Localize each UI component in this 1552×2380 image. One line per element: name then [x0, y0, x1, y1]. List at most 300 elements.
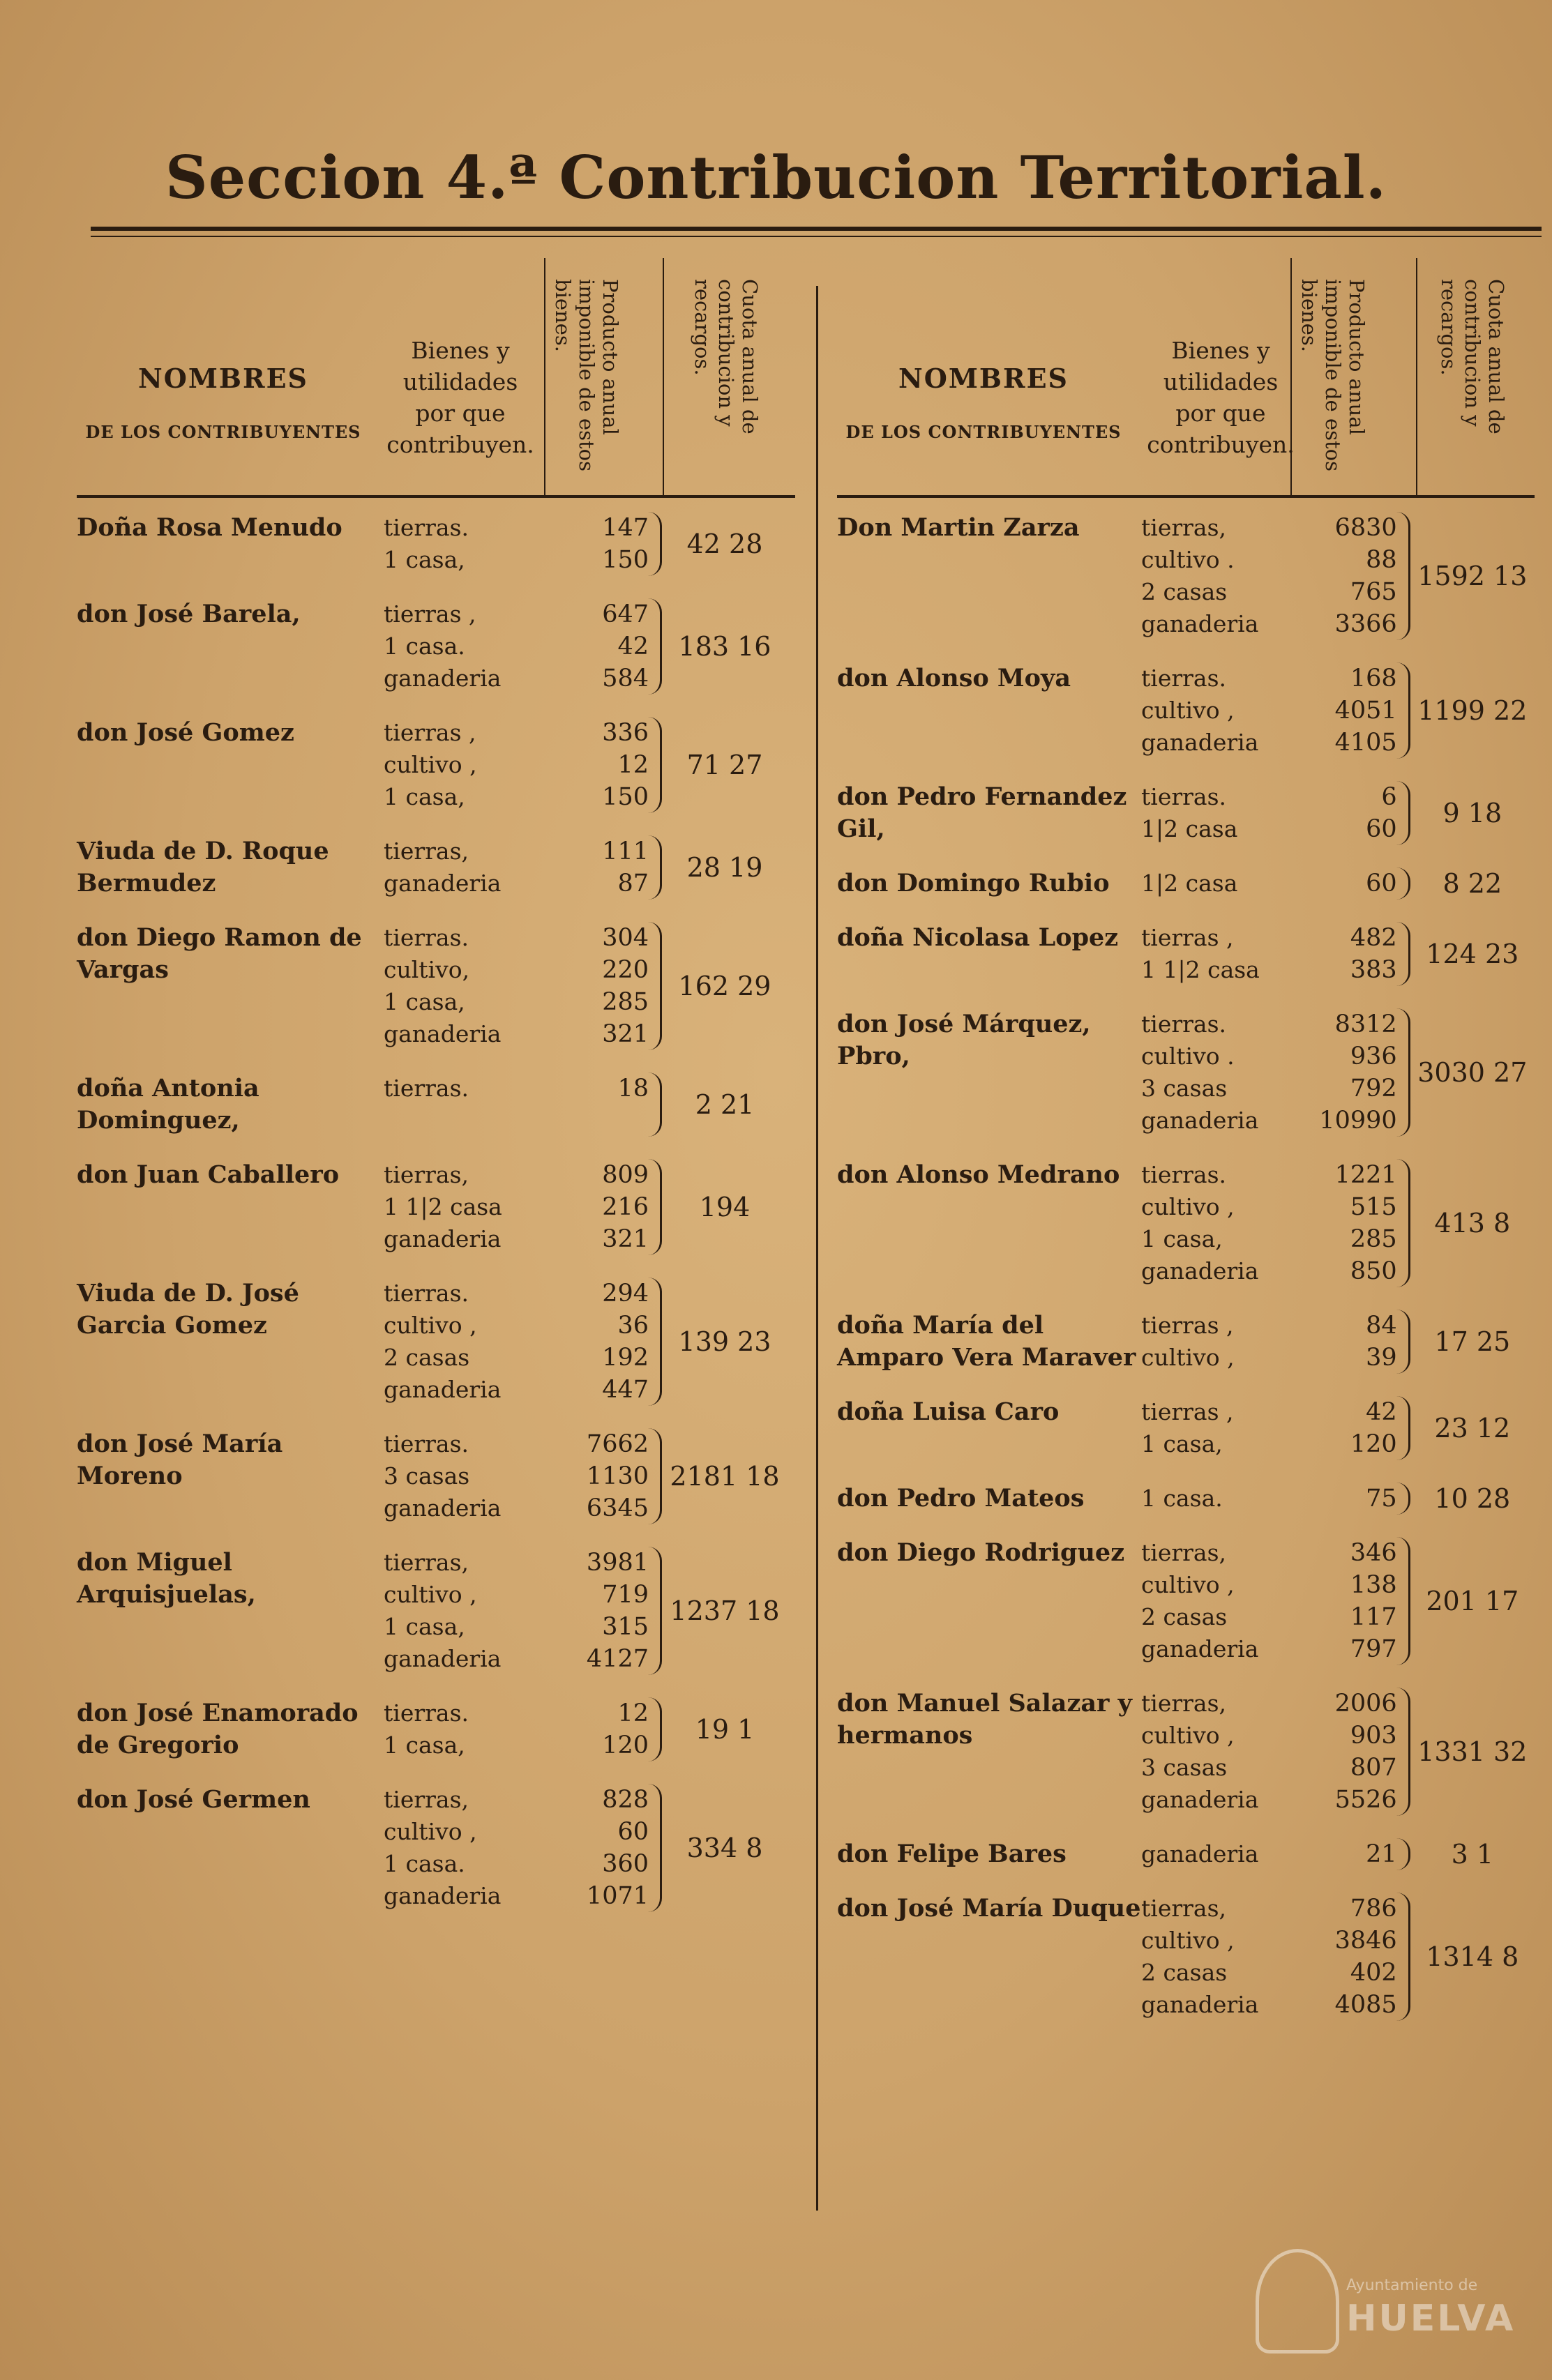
producto-values [544, 1697, 662, 1761]
bien-item: tierras , [384, 600, 476, 628]
bien-item: cultivo , [384, 1818, 477, 1845]
bien-item: 2 casas [1141, 1959, 1228, 1986]
bien-item: ganaderia [1141, 610, 1259, 637]
contributor-entry [837, 781, 1535, 845]
bien-item: tierras, [1141, 1539, 1226, 1566]
contributor-name: Viuda de D. Roque Bermudez [77, 837, 329, 897]
producto-value: 150 [602, 783, 649, 811]
cuota-value: 2 21 [695, 1089, 755, 1120]
producto-values [1300, 1688, 1410, 1816]
bien-item: 2 casas [1141, 578, 1228, 605]
producto-values [544, 1428, 662, 1524]
bien-item: ganaderia [384, 665, 502, 692]
bien-item: 1 casa, [384, 988, 465, 1015]
right-entries [837, 498, 1535, 2021]
producto-values [1300, 662, 1410, 759]
bien-item: tierras. [384, 514, 469, 541]
contributor-name: don Diego Rodriguez [837, 1538, 1125, 1567]
contributor-name: don José Enamorado de Gregorio [77, 1699, 359, 1759]
cuota-value: 1592 13 [1417, 561, 1528, 591]
bienes-list [384, 717, 544, 813]
bien-item: 1 casa, [384, 1613, 465, 1640]
bien-item: 1 casa, [384, 1731, 465, 1759]
bienes-list [1141, 1537, 1300, 1665]
bien-item: cultivo . [1141, 546, 1235, 573]
contributor-entry [77, 717, 795, 813]
cuota-value: 139 23 [678, 1326, 771, 1357]
producto-value: 18 [617, 1075, 649, 1102]
bien-item: 1 casa, [384, 546, 465, 573]
bien-item: 1 casa. [384, 1850, 465, 1877]
cuota-value: 71 27 [686, 750, 763, 780]
bien-item: tierras. [1141, 665, 1226, 692]
bien-item: ganaderia [1141, 1635, 1259, 1662]
producto-value: 1221 [1334, 1161, 1397, 1189]
header-separator [1416, 258, 1417, 495]
producto-value: 168 [1350, 665, 1397, 692]
producto-value: 2006 [1334, 1690, 1397, 1718]
contributor-name: don José María Moreno [77, 1430, 283, 1490]
producto-value: 797 [1350, 1635, 1397, 1663]
contributor-entry [837, 922, 1535, 986]
bienes-list [1141, 1483, 1300, 1515]
producto-value: 315 [602, 1613, 649, 1641]
bienes-list [1141, 1688, 1300, 1816]
producto-value: 192 [602, 1344, 649, 1372]
bienes-list [384, 1159, 544, 1255]
header-bienes: Bienes y utilidades por que contribuyen. [1147, 337, 1295, 458]
contributor-entry [837, 1310, 1535, 1374]
cuota-value: 201 17 [1426, 1586, 1519, 1616]
bien-item: ganaderia [384, 870, 502, 897]
producto-values [1300, 1483, 1410, 1515]
producto-value: 786 [1350, 1895, 1397, 1923]
bien-item: cultivo . [1141, 1043, 1235, 1070]
producto-value: 36 [617, 1312, 649, 1340]
bien-item: cultivo , [1141, 1193, 1235, 1220]
bien-item: cultivo , [1141, 697, 1235, 724]
header-producto: Producto anual imponible de estos bienes. [1297, 279, 1369, 471]
producto-value: 285 [602, 988, 649, 1016]
bien-item: ganaderia [384, 1494, 502, 1522]
contributor-entry [837, 1396, 1535, 1460]
bien-item: tierras. [384, 1699, 469, 1727]
contributor-name: don Pedro Mateos [837, 1484, 1085, 1513]
right-column [837, 258, 1535, 2043]
bienes-list [384, 512, 544, 576]
bien-item: ganaderia [1141, 729, 1259, 756]
bien-item: ganaderia [384, 1376, 502, 1403]
cuota-value: 9 18 [1442, 798, 1502, 828]
contributor-name: don Miguel Arquisjuelas, [77, 1548, 256, 1609]
page-title: Seccion 4.ª Contribucion Territorial. [165, 143, 1387, 212]
bien-item: 2 casas [1141, 1603, 1228, 1630]
bien-item: ganaderia [384, 1645, 502, 1672]
contributor-name: don Alonso Medrano [837, 1160, 1120, 1189]
cuota-value: 23 12 [1434, 1413, 1511, 1443]
producto-value: 75 [1366, 1485, 1397, 1513]
bienes-list [1141, 1310, 1300, 1374]
bien-item: tierras , [1141, 924, 1234, 951]
producto-value: 482 [1350, 924, 1397, 952]
producto-value: 6345 [586, 1494, 649, 1522]
bien-item: tierras, [1141, 514, 1226, 541]
bien-item: ganaderia [384, 1882, 502, 1909]
producto-value: 903 [1350, 1722, 1397, 1750]
contributor-name: don José María Duque [837, 1894, 1141, 1923]
producto-values [1300, 1310, 1410, 1374]
bien-item: cultivo , [1141, 1722, 1235, 1749]
contributor-name: don Domingo Rubio [837, 869, 1110, 897]
contributor-name: doña Luisa Caro [837, 1397, 1060, 1426]
bien-item: cultivo , [384, 751, 477, 778]
contributor-name: don Alonso Moya [837, 664, 1071, 692]
contributor-entry [837, 1008, 1535, 1137]
producto-values [1300, 512, 1410, 640]
bien-item: ganaderia [1141, 1107, 1259, 1134]
bien-item: cultivo , [1141, 1927, 1235, 1954]
bienes-list [384, 1428, 544, 1524]
producto-value: 4051 [1334, 697, 1397, 725]
producto-value: 84 [1366, 1312, 1397, 1340]
producto-value: 220 [602, 956, 649, 984]
header-bienes: Bienes y utilidades por que contribuyen. [386, 337, 534, 458]
contributor-entry [77, 1547, 795, 1675]
header-names-sub: DE LOS CONTRIBUYENTES [845, 422, 1122, 442]
bienes-list [1141, 512, 1300, 640]
producto-value: 584 [602, 665, 649, 692]
producto-value: 807 [1350, 1754, 1397, 1782]
producto-value: 402 [1350, 1959, 1397, 1987]
producto-values [544, 1547, 662, 1675]
producto-value: 936 [1350, 1043, 1397, 1070]
producto-value: 21 [1366, 1840, 1397, 1868]
producto-value: 647 [602, 600, 649, 628]
producto-value: 7662 [586, 1430, 649, 1458]
producto-value: 4105 [1334, 729, 1397, 757]
header-names-label: NOMBRES [137, 363, 308, 394]
header-names [837, 363, 1130, 442]
producto-value: 3846 [1334, 1927, 1397, 1955]
contributor-entry [77, 922, 795, 1050]
header-separator [544, 258, 545, 495]
bien-item: tierras, [384, 1786, 469, 1813]
column-divider [816, 286, 818, 2211]
contributor-entry [837, 1537, 1535, 1665]
title-rule-thin [91, 236, 1542, 237]
producto-value: 447 [602, 1376, 649, 1404]
producto-value: 138 [1350, 1571, 1397, 1599]
producto-value: 515 [1350, 1193, 1397, 1221]
contributor-entry [837, 1688, 1535, 1816]
contributor-entry [77, 1159, 795, 1255]
contributor-entry [837, 512, 1535, 640]
bienes-list [1141, 1159, 1300, 1287]
cuota-value: 1199 22 [1417, 695, 1528, 726]
contributor-name: don Manuel Salazar y hermanos [837, 1689, 1132, 1750]
bien-item: cultivo , [1141, 1344, 1235, 1371]
producto-value: 216 [602, 1193, 649, 1221]
producto-value: 3366 [1334, 610, 1397, 638]
contributor-entry [837, 1893, 1535, 2021]
producto-values [1300, 1893, 1410, 2021]
bien-item: tierras. [1141, 1010, 1226, 1038]
bien-item: cultivo , [384, 1312, 477, 1339]
producto-value: 42 [1366, 1398, 1397, 1426]
cuota-value: 1314 8 [1426, 1941, 1519, 1972]
bienes-list [1141, 867, 1300, 900]
bien-item: 1 casa, [1141, 1225, 1223, 1252]
bien-item: tierras. [384, 1075, 469, 1102]
archive-watermark [1256, 2249, 1516, 2354]
producto-value: 765 [1350, 578, 1397, 606]
producto-values [544, 1784, 662, 1912]
bien-item: 1 1|2 casa [1141, 956, 1260, 983]
producto-value: 346 [1350, 1539, 1397, 1567]
bien-item: ganaderia [384, 1225, 502, 1252]
bienes-list [1141, 1396, 1300, 1460]
producto-value: 12 [617, 1699, 649, 1727]
cuota-value: 1237 18 [670, 1595, 780, 1626]
contributor-name: don Juan Caballero [77, 1160, 340, 1189]
producto-value: 6 [1381, 783, 1397, 811]
cuota-value: 1331 32 [1417, 1736, 1528, 1767]
bien-item: ganaderia [1141, 1991, 1259, 2018]
producto-value: 3981 [586, 1549, 649, 1577]
cuota-value: 8 22 [1442, 868, 1502, 899]
producto-value: 10990 [1319, 1107, 1397, 1135]
bien-item: 3 casas [1141, 1754, 1228, 1781]
producto-value: 383 [1350, 956, 1397, 984]
bien-item: 1 1|2 casa [384, 1193, 502, 1220]
cuota-value: 413 8 [1434, 1208, 1511, 1238]
bien-item: 1 casa. [1141, 1485, 1223, 1512]
bienes-list [1141, 662, 1300, 759]
producto-values [1300, 1396, 1410, 1460]
contributor-entry [837, 662, 1535, 759]
producto-value: 294 [602, 1280, 649, 1308]
contributor-entry [77, 1784, 795, 1912]
cuota-value: 334 8 [686, 1833, 763, 1863]
contributor-name: don Diego Ramon de Vargas [77, 923, 362, 984]
contributor-name: Doña Rosa Menudo [77, 513, 342, 542]
bienes-list [384, 1072, 544, 1137]
producto-value: 60 [1366, 870, 1397, 897]
table-header [77, 258, 795, 498]
producto-value: 6830 [1334, 514, 1397, 542]
cuota-value: 19 1 [695, 1714, 755, 1745]
contributor-entry [77, 1428, 795, 1524]
producto-value: 285 [1350, 1225, 1397, 1253]
producto-value: 1130 [586, 1462, 649, 1490]
cuota-value: 124 23 [1426, 939, 1519, 969]
producto-value: 4085 [1334, 1991, 1397, 2019]
contributor-entry [77, 835, 795, 900]
bien-item: tierras, [384, 837, 469, 865]
bien-item: tierras. [384, 924, 469, 951]
producto-values [544, 1159, 662, 1255]
producto-values [1300, 781, 1410, 845]
bien-item: ganaderia [384, 1020, 502, 1047]
producto-values [1300, 1008, 1410, 1137]
header-cuota: Cuota anual de contribucion y recargos. [691, 279, 762, 434]
watermark-small: Ayuntamiento de [1346, 2277, 1478, 2294]
bien-item: cultivo , [384, 1581, 477, 1608]
producto-value: 304 [602, 924, 649, 952]
header-names [77, 363, 370, 442]
producto-value: 111 [602, 837, 649, 865]
bien-item: tierras. [1141, 1161, 1226, 1188]
bien-item: tierras, [1141, 1895, 1226, 1922]
watermark-big: HUELVA [1346, 2298, 1516, 2340]
bienes-list [1141, 1008, 1300, 1137]
header-separator [1290, 258, 1292, 495]
producto-value: 850 [1350, 1257, 1397, 1285]
contributor-name: Viuda de D. José Garcia Gomez [77, 1279, 299, 1340]
cuota-value: 162 29 [678, 971, 771, 1001]
producto-value: 88 [1366, 546, 1397, 574]
bienes-list [384, 1697, 544, 1761]
contributor-name: don José Barela, [77, 600, 301, 628]
contributor-entry [77, 1697, 795, 1761]
contributor-entry [77, 1278, 795, 1406]
producto-value: 147 [602, 514, 649, 542]
bienes-list [1141, 1893, 1300, 2021]
bien-item: 1|2 casa [1141, 815, 1238, 842]
bienes-list [384, 598, 544, 695]
producto-value: 809 [602, 1161, 649, 1189]
bien-item: ganaderia [1141, 1840, 1259, 1867]
contributor-name: doña Nicolasa Lopez [837, 923, 1119, 952]
cuota-value: 17 25 [1434, 1326, 1511, 1357]
contributor-entry [837, 1483, 1535, 1515]
contributor-entry [837, 1838, 1535, 1870]
contributor-name: doña María del Amparo Vera Maraver [837, 1311, 1136, 1372]
producto-value: 120 [602, 1731, 649, 1759]
bien-item: tierras, [384, 1161, 469, 1188]
producto-value: 792 [1350, 1075, 1397, 1102]
producto-value: 42 [617, 632, 649, 660]
bien-item: tierras , [384, 719, 476, 746]
header-names-label: NOMBRES [898, 363, 1069, 394]
bien-item: tierras, [1141, 1690, 1226, 1717]
header-names-sub: DE LOS CONTRIBUYENTES [85, 422, 361, 442]
bien-item: ganaderia [1141, 1257, 1259, 1284]
bienes-list [384, 835, 544, 900]
coat-of-arms-icon [1256, 2249, 1339, 2354]
title-rule [91, 227, 1542, 231]
left-entries [77, 498, 795, 1912]
producto-value: 321 [602, 1020, 649, 1048]
bienes-list [384, 922, 544, 1050]
header-separator [663, 258, 664, 495]
bien-item: cultivo, [384, 956, 470, 983]
bien-item: 1 casa, [1141, 1430, 1223, 1457]
producto-value: 336 [602, 719, 649, 747]
producto-value: 120 [1350, 1430, 1397, 1458]
bien-item: 3 casas [1141, 1075, 1228, 1102]
contributor-name: doña Antonia Dominguez, [77, 1074, 259, 1135]
producto-values [1300, 1537, 1410, 1665]
bienes-list [384, 1278, 544, 1406]
contributor-name: don José Gomez [77, 718, 294, 747]
bien-item: 1 casa, [384, 783, 465, 810]
producto-values [544, 1278, 662, 1406]
cuota-value: 10 28 [1434, 1483, 1511, 1514]
bienes-list [1141, 922, 1300, 986]
header-cuota: Cuota anual de contribucion y recargos. [1437, 279, 1508, 434]
bien-item: cultivo , [1141, 1571, 1235, 1598]
producto-values [1300, 1838, 1410, 1870]
producto-values [1300, 922, 1410, 986]
bienes-list [384, 1547, 544, 1675]
producto-value: 12 [617, 751, 649, 779]
contributor-name: don Pedro Fernandez Gil, [837, 782, 1127, 843]
contributor-entry [77, 1072, 795, 1137]
contributor-entry [837, 867, 1535, 900]
producto-values [544, 512, 662, 576]
bien-item: 3 casas [384, 1462, 470, 1490]
producto-value: 1071 [586, 1882, 649, 1910]
bien-item: tierras, [384, 1549, 469, 1576]
producto-value: 8312 [1334, 1010, 1397, 1038]
producto-values [544, 598, 662, 695]
cuota-value: 194 [699, 1192, 751, 1222]
producto-value: 117 [1350, 1603, 1397, 1631]
producto-value: 321 [602, 1225, 649, 1253]
header-producto: Producto anual imponible de estos bienes. [551, 279, 622, 471]
bienes-list [384, 1784, 544, 1912]
bien-item: tierras , [1141, 1312, 1234, 1339]
bien-item: 2 casas [384, 1344, 470, 1371]
bien-item: tierras. [1141, 783, 1226, 810]
producto-values [544, 922, 662, 1050]
producto-value: 828 [602, 1786, 649, 1814]
contributor-entry [77, 598, 795, 695]
producto-value: 60 [617, 1818, 649, 1846]
producto-value: 5526 [1334, 1786, 1397, 1814]
cuota-value: 2181 18 [670, 1461, 780, 1492]
bienes-list [1141, 781, 1300, 845]
cuota-value: 3 1 [1451, 1839, 1494, 1870]
bien-item: tierras , [1141, 1398, 1234, 1425]
producto-values [1300, 1159, 1410, 1287]
cuota-value: 42 28 [686, 529, 763, 559]
bienes-list [1141, 1838, 1300, 1870]
producto-value: 39 [1366, 1344, 1397, 1372]
bien-item: tierras. [384, 1430, 469, 1457]
producto-values [544, 1072, 662, 1137]
contributor-name: Don Martin Zarza [837, 513, 1080, 542]
producto-value: 87 [617, 870, 649, 897]
contributor-name: don José Germen [77, 1785, 310, 1814]
bien-item: ganaderia [1141, 1786, 1259, 1813]
producto-value: 360 [602, 1850, 649, 1878]
contributor-entry [837, 1159, 1535, 1287]
producto-values [1300, 867, 1410, 900]
producto-values [544, 835, 662, 900]
bien-item: 1|2 casa [1141, 870, 1238, 897]
contributor-name: don José Márquez, Pbro, [837, 1010, 1091, 1070]
producto-value: 60 [1366, 815, 1397, 843]
producto-value: 4127 [586, 1645, 649, 1673]
contributor-name: don Felipe Bares [837, 1840, 1067, 1868]
bien-item: tierras. [384, 1280, 469, 1307]
bien-item: 1 casa. [384, 632, 465, 660]
contributor-entry [77, 512, 795, 576]
cuota-value: 3030 27 [1417, 1057, 1528, 1088]
cuota-value: 28 19 [686, 852, 763, 883]
